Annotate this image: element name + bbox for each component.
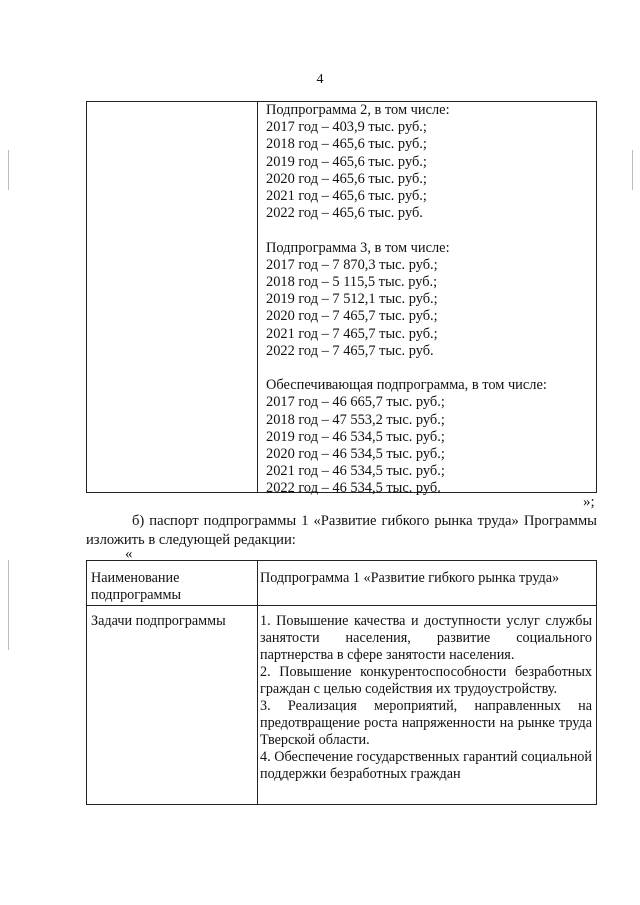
funding-line: 2018 год – 5 115,5 тыс. руб.; <box>266 274 438 291</box>
row-value-name: Подпрограмма 1 «Развитие гибкого рынка труда» <box>260 570 560 586</box>
funding-line: Подпрограмма 3, в том числе: <box>266 239 450 256</box>
paragraph-b: б) паспорт подпрограммы 1 «Развитие гибкого рынка труда» Программы изложить в следующей редакции: <box>86 513 597 548</box>
funding-line: 2017 год – 403,9 тыс. руб.; <box>266 119 427 136</box>
funding-line: 2021 год – 7 465,7 тыс. руб.; <box>266 325 438 342</box>
row-value-tasks <box>260 613 592 783</box>
funding-line: 2017 год – 46 665,7 тыс. руб.; <box>266 394 445 411</box>
blank-line <box>266 360 590 377</box>
funding-table <box>86 101 597 497</box>
passport-table <box>86 560 597 805</box>
funding-line: 2021 год – 465,6 тыс. руб.; <box>266 188 427 205</box>
task-item: 1. Повышение качества и доступности услуг службы занятости населения, развитие социального партнерства в сфере занятости населения. <box>260 613 592 663</box>
funding-line: 2022 год – 46 534,5 тыс. руб. <box>266 480 441 497</box>
funding-line: 2022 год – 7 465,7 тыс. руб. <box>266 342 434 359</box>
funding-lines <box>266 102 590 498</box>
funding-line: 2018 год – 465,6 тыс. руб.; <box>266 136 427 153</box>
funding-line: 2020 год – 7 465,7 тыс. руб.; <box>266 308 438 325</box>
scan-mark <box>8 560 9 650</box>
funding-line: 2017 год – 7 870,3 тыс. руб.; <box>266 256 438 273</box>
funding-line: 2019 год – 46 534,5 тыс. руб.; <box>266 428 445 445</box>
opening-quote: « <box>125 546 133 562</box>
row-label-name: Наименование подпрограммы <box>91 570 181 603</box>
funding-line: Обеспечивающая подпрограмма, в том числе: <box>266 377 547 394</box>
row-divider <box>87 605 596 606</box>
task-item: 2. Повышение конкурентоспособности безработных граждан с целью содействия их трудоустройству. <box>260 664 592 697</box>
funding-line: 2018 год – 47 553,2 тыс. руб.; <box>266 411 445 428</box>
scan-mark <box>632 150 633 190</box>
funding-line: Подпрограмма 2, в том числе: <box>266 102 450 118</box>
task-item: 3. Реализация мероприятий, направленных на предотвращение роста напряженности на рынке труда Тверской области. <box>260 698 592 748</box>
closing-quote: »; <box>583 494 595 510</box>
scan-mark <box>8 150 9 190</box>
funding-line: 2021 год – 46 534,5 тыс. руб.; <box>266 463 445 480</box>
funding-line: 2022 год – 465,6 тыс. руб. <box>266 205 423 222</box>
page-number: 4 <box>316 72 324 87</box>
column-divider <box>257 561 258 804</box>
funding-line: 2020 год – 465,6 тыс. руб.; <box>266 170 427 187</box>
funding-line: 2019 год – 465,6 тыс. руб.; <box>266 153 427 170</box>
blank-line <box>266 222 590 239</box>
row-label-tasks: Задачи подпрограммы <box>91 613 226 629</box>
column-divider <box>257 102 258 492</box>
funding-line: 2019 год – 7 512,1 тыс. руб.; <box>266 291 438 308</box>
funding-line: 2020 год – 46 534,5 тыс. руб.; <box>266 446 445 463</box>
task-item: 4. Обеспечение государственных гарантий социальной поддержки безработных граждан <box>260 749 592 782</box>
